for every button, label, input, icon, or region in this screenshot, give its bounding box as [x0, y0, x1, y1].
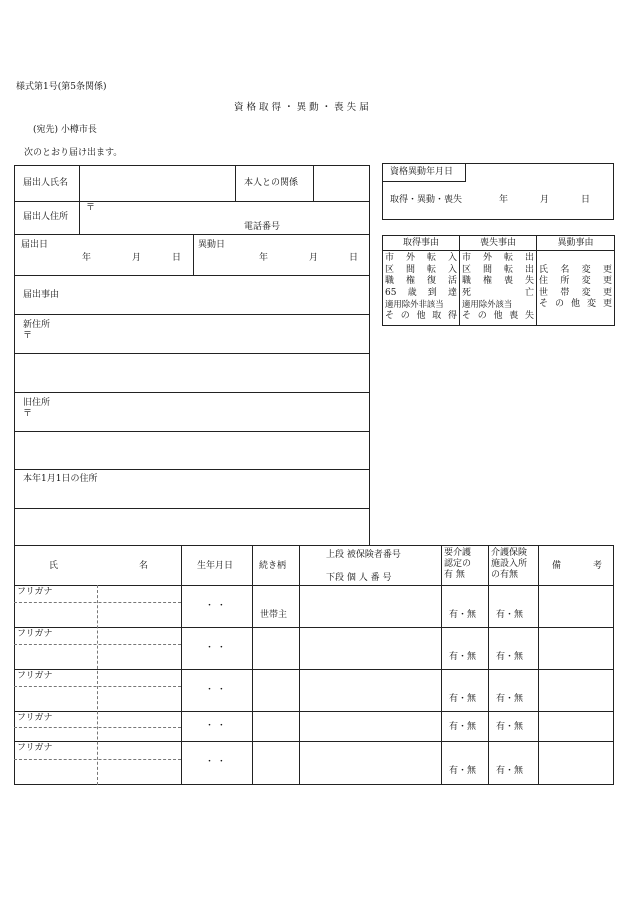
submission-date-label: 届出日 — [21, 240, 49, 250]
old-address-postal: 〒 — [23, 409, 33, 419]
care-cert-header — [444, 548, 484, 581]
reason-item[interactable]: 区 間 転 入 — [385, 264, 457, 275]
reason-item[interactable]: 世 帯 変 更 — [539, 287, 612, 298]
reason-item[interactable]: 区 間 転 出 — [462, 264, 534, 275]
reason-item[interactable]: 氏 名 変 更 — [539, 264, 612, 275]
change-reasons — [537, 251, 615, 326]
reason-item[interactable]: 市 外 転 入 — [385, 253, 457, 263]
reason-item[interactable]: 適用除外非該当 — [385, 299, 444, 310]
name-header-left: 氏 — [49, 561, 59, 571]
member-row-4-number-field[interactable] — [301, 713, 439, 739]
member-row-2-care-cert[interactable]: 有・無 — [449, 652, 477, 662]
applicant-address-field[interactable] — [81, 203, 368, 232]
reason-item[interactable]: 65 歳 到 達 — [385, 287, 457, 298]
number-header-top: 上段 被保険者番号 — [326, 550, 401, 560]
member-row-3-name-field[interactable] — [16, 688, 180, 710]
care-cert-header-line: 認定の — [444, 559, 472, 569]
qualification-types: 取得・異動・喪失 — [390, 195, 463, 205]
member-row-3-number-field[interactable] — [301, 671, 439, 709]
member-row-5-birth-dots[interactable]: ・ ・ — [205, 757, 226, 767]
member-row-5-facility[interactable]: 有・無 — [496, 766, 524, 776]
change-day: 日 — [349, 253, 359, 263]
acquisition-reasons — [383, 251, 460, 326]
reason-item[interactable]: 死 亡 — [462, 287, 534, 298]
member-row-5-furigana-label: フリガナ — [17, 743, 53, 753]
relation-header: 続き柄 — [259, 561, 287, 571]
member-row-1-relation[interactable]: 世帯主 — [260, 610, 288, 620]
member-row-1-name-field[interactable] — [16, 604, 180, 626]
reason-item[interactable]: 職 権 喪 失 — [462, 276, 534, 287]
form-title: 資 格 取 得 ・ 異 動 ・ 喪 失 届 — [234, 102, 369, 113]
member-row-1-birth-dots[interactable]: ・ ・ — [205, 601, 226, 611]
reason-field[interactable] — [16, 277, 368, 312]
change-month: 月 — [309, 253, 319, 263]
new-address-field[interactable] — [16, 316, 368, 390]
reason-item[interactable]: そ の 他 喪 失 — [462, 310, 534, 321]
reason-label: 届出事由 — [23, 290, 60, 300]
member-row-1-care-cert[interactable]: 有・無 — [449, 610, 477, 620]
old-address-field[interactable] — [16, 394, 368, 467]
number-header-bottom: 下段 個 人 番 号 — [326, 573, 392, 583]
addressee: (宛先) 小樽市長 — [33, 125, 97, 135]
applicant-name-label: 届出人氏名 — [23, 178, 69, 188]
care-cert-header-line: 有 無 — [444, 570, 465, 580]
name-header-right: 名 — [139, 561, 149, 571]
member-row-3-birth-dots[interactable]: ・ ・ — [205, 685, 226, 695]
member-row-5-number-field[interactable] — [301, 743, 439, 783]
member-row-3-care-cert[interactable]: 有・無 — [449, 694, 477, 704]
care-cert-header-line: 要介護 — [444, 548, 472, 558]
reason-item[interactable]: 適用除外該当 — [462, 299, 513, 310]
facility-header-line: 介護保険 — [491, 548, 528, 558]
facility-header-line: の有無 — [491, 570, 519, 580]
member-row-5-care-cert[interactable]: 有・無 — [449, 766, 477, 776]
new-address-postal: 〒 — [23, 331, 33, 341]
member-row-4-furigana-label: フリガナ — [17, 713, 53, 723]
old-address-label: 旧住所 — [23, 398, 51, 408]
applicant-name-field[interactable] — [81, 167, 233, 199]
change-date-label: 異動日 — [198, 240, 226, 250]
member-row-4-name-field[interactable] — [16, 729, 180, 740]
jan1-address-label: 本年1月1日の住所 — [23, 474, 98, 484]
member-row-2-birth-dots[interactable]: ・ ・ — [205, 643, 226, 653]
applicant-address-label: 届出人住所 — [23, 212, 69, 222]
reason-item[interactable]: 職 権 復 活 — [385, 276, 457, 287]
facility-header — [491, 548, 537, 581]
relation-field[interactable] — [315, 167, 368, 199]
member-row-1-facility[interactable]: 有・無 — [496, 610, 524, 620]
submission-day: 日 — [172, 253, 182, 263]
loss-header: 喪失事由 — [460, 236, 537, 251]
qualification-year: 年 — [499, 195, 509, 205]
submission-month: 月 — [132, 253, 142, 263]
member-row-4-facility[interactable]: 有・無 — [496, 722, 524, 732]
new-address-label: 新住所 — [23, 320, 51, 330]
change-header: 異動事由 — [537, 236, 615, 251]
member-row-2-furigana-label: フリガナ — [17, 629, 53, 639]
member-row-5-name-field[interactable] — [16, 761, 180, 783]
qualification-date-label: 資格異動年月日 — [390, 167, 454, 177]
postal-mark: 〒 — [86, 203, 96, 213]
member-row-4-care-cert[interactable]: 有・無 — [449, 722, 477, 732]
member-row-2-name-field[interactable] — [16, 646, 180, 668]
change-year: 年 — [259, 253, 269, 263]
member-row-4-birth-dots[interactable]: ・ ・ — [205, 721, 226, 731]
reason-item[interactable]: そ の 他 取 得 — [385, 310, 457, 321]
reason-item[interactable]: 住 所 変 更 — [539, 276, 612, 287]
form-number: 様式第1号(第5条関係) — [16, 82, 107, 92]
reasons-table — [382, 235, 615, 326]
reason-item[interactable]: 市 外 転 出 — [462, 253, 534, 263]
remarks-header-left: 備 — [552, 561, 562, 571]
intro-text: 次のとおり届け出ます。 — [24, 148, 123, 158]
remarks-header-right: 考 — [593, 561, 603, 571]
member-row-1-number-field[interactable] — [301, 587, 439, 625]
birth-header: 生年月日 — [197, 561, 234, 571]
acquisition-header: 取得事由 — [383, 236, 460, 251]
qualification-month: 月 — [540, 195, 550, 205]
reason-item[interactable]: そ の 他 変 更 — [539, 299, 612, 310]
jan1-address-field[interactable] — [16, 471, 368, 544]
member-row-1-furigana-label: フリガナ — [17, 587, 53, 597]
loss-reasons — [460, 251, 537, 326]
relation-label: 本人との関係 — [244, 178, 299, 188]
member-row-2-number-field[interactable] — [301, 629, 439, 667]
member-row-3-furigana-label: フリガナ — [17, 671, 53, 681]
facility-header-line: 施設入所 — [491, 559, 528, 569]
submission-year: 年 — [82, 253, 92, 263]
qualification-day: 日 — [581, 195, 591, 205]
phone-label: 電話番号 — [244, 222, 281, 232]
member-row-2-facility[interactable]: 有・無 — [496, 652, 524, 662]
member-row-3-facility[interactable]: 有・無 — [496, 694, 524, 704]
